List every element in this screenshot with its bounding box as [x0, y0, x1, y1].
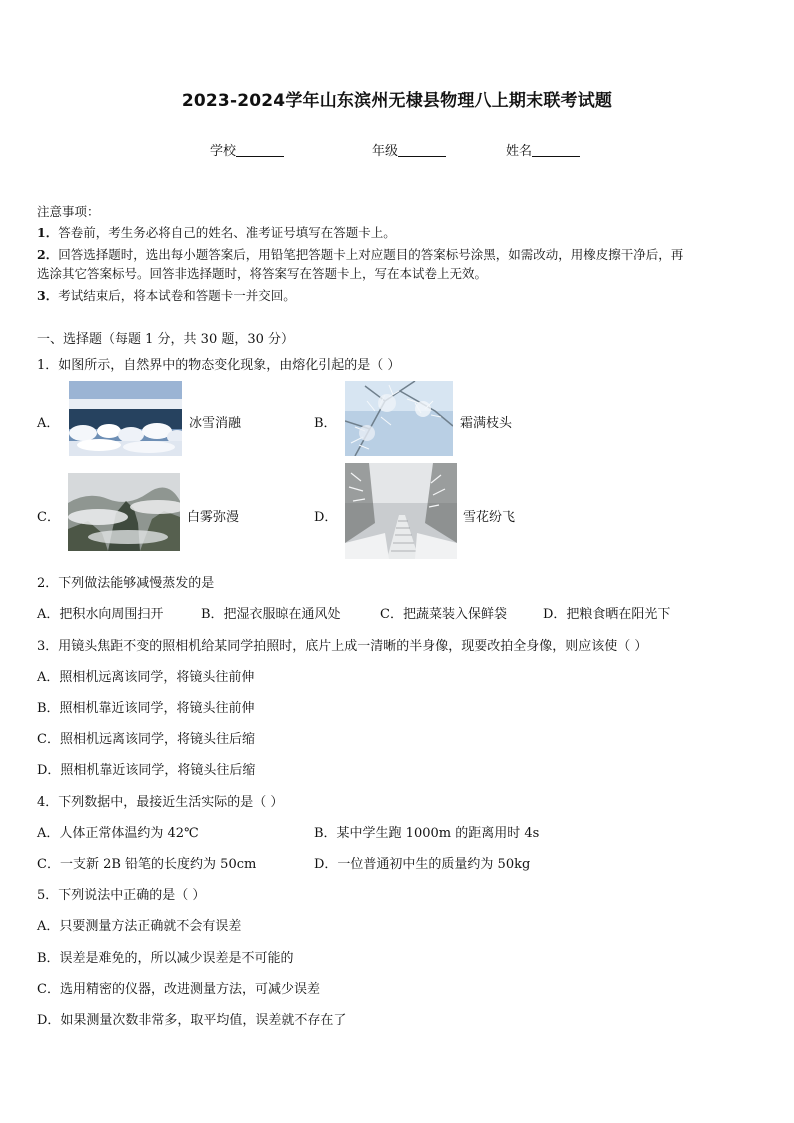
note-2-continued: 选涂其它答案标号。回答非选择题时，将答案写在答题卡上，写在本试卷上无效。	[37, 266, 488, 281]
q5-option-b: B．误差是难免的，所以减少误差是不可能的	[37, 951, 294, 966]
name-blank	[532, 143, 580, 157]
section-header: 一、选择题（每题 1 分，共 30 题，30 分）	[37, 332, 295, 347]
q3-option-d: D．照相机靠近该同学，将镜头往后缩	[37, 763, 256, 778]
q4-option-d: D．一位普通初中生的质量约为 50kg	[314, 857, 531, 872]
grade-blank	[398, 143, 446, 157]
q3-option-c: C．照相机远离该同学，将镜头往后缩	[37, 732, 255, 747]
q4-option-c: C．一支新 2B 铅笔的长度约为 50cm	[37, 857, 257, 872]
note-3	[37, 285, 296, 306]
q3-option-b: B．照相机靠近该同学，将镜头往前伸	[37, 701, 255, 716]
q1-option-a-letter: A．	[37, 416, 60, 431]
note-2-text: 回答选择题时，选出每小题答案后，用铅笔把答题卡上对应题目的答案标号涂黑，如需改动，用橡皮擦干净后，再	[58, 247, 684, 262]
fog-mountain-photo	[68, 473, 180, 551]
exam-title: 2023-2024学年山东滨州无棣县物理八上期末联考试题	[181, 91, 613, 111]
school-blank	[236, 143, 284, 157]
q1-option-d-caption: 雪花纷飞	[463, 510, 516, 525]
note-2-number: 2．	[37, 247, 59, 262]
grade-field	[372, 140, 446, 159]
melting-ice-photo	[69, 381, 182, 456]
grade-label: 年级	[372, 144, 399, 159]
q4-option-b: B．某中学生跑 1000m 的距离用时 4s	[314, 826, 540, 841]
note-3-number: 3．	[37, 288, 59, 303]
note-2	[37, 244, 683, 265]
school-field	[210, 140, 284, 159]
q1-option-b-letter: B．	[314, 416, 337, 431]
q2-option-a: A．把积水向周围扫开	[37, 607, 164, 622]
q1-option-b-caption: 霜满枝头	[460, 416, 513, 431]
q5-option-d: D．如果测量次数非常多，取平均值，误差就不存在了	[37, 1013, 347, 1028]
name-field	[506, 140, 580, 159]
q2-option-d: D．把粮食晒在阳光下	[543, 607, 671, 622]
q3-stem: 3．用镜头焦距不变的照相机给某同学拍照时，底片上成一清晰的半身像，现要改拍全身像，则应该使（ ）	[37, 639, 648, 654]
q3-option-a: A．照相机远离该同学，将镜头往前伸	[37, 670, 255, 685]
q4-option-a: A．人体正常体温约为 42℃	[37, 826, 199, 841]
notes-heading: 注意事项：	[37, 204, 100, 219]
note-1-text: 答卷前，考生务必将自己的姓名、准考证号填写在答题卡上。	[58, 225, 396, 240]
q1-stem: 1．如图所示，自然界中的物态变化现象，由熔化引起的是（ ）	[37, 358, 401, 373]
note-1-number: 1．	[37, 225, 59, 240]
q2-option-b: B．把湿衣服晾在通风处	[201, 607, 341, 622]
q1-option-c-letter: C．	[37, 510, 60, 525]
q5-option-a: A．只要测量方法正确就不会有误差	[37, 919, 242, 934]
q5-stem: 5．下列说法中正确的是（ ）	[37, 888, 206, 903]
note-1	[37, 222, 396, 243]
note-3-text: 考试结束后，将本试卷和答题卡一并交回。	[58, 288, 296, 303]
school-label: 学校	[210, 144, 237, 159]
q5-option-c: C．选用精密的仪器，改进测量方法，可减少误差	[37, 982, 320, 997]
q1-option-d-letter: D．	[314, 510, 338, 525]
snow-path-photo	[345, 463, 457, 559]
frost-branch-photo	[345, 381, 453, 456]
q2-option-c: C．把蔬菜装入保鲜袋	[380, 607, 507, 622]
q1-option-c-caption: 白雾弥漫	[187, 510, 240, 525]
q1-option-a-caption: 冰雪消融	[189, 416, 242, 431]
q4-stem: 4．下列数据中，最接近生活实际的是（ ）	[37, 795, 284, 810]
q2-stem: 2．下列做法能够减慢蒸发的是	[37, 576, 215, 591]
name-label: 姓名	[506, 144, 533, 159]
